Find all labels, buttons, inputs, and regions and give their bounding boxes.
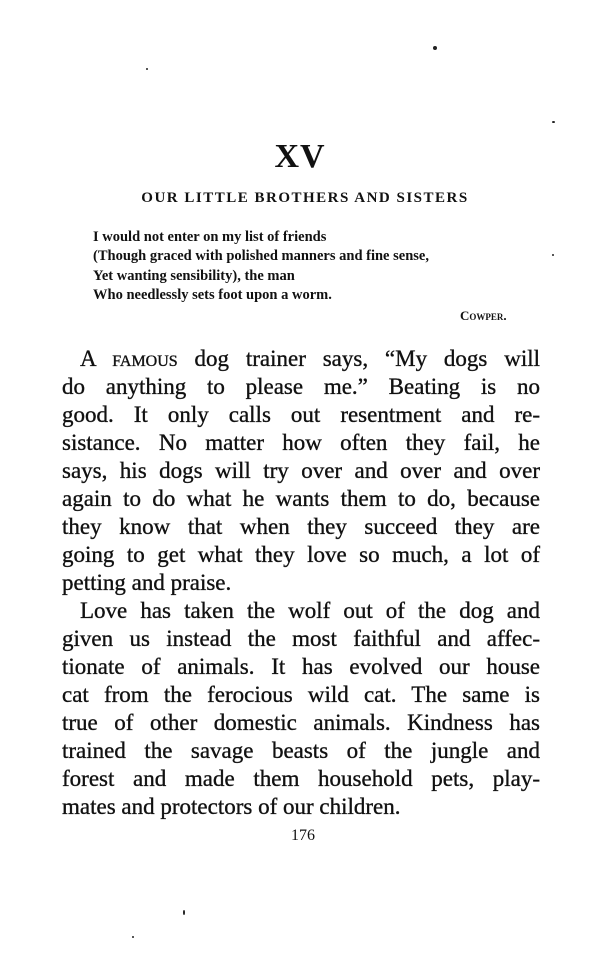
scan-speck <box>552 254 554 256</box>
scan-speck <box>132 936 134 938</box>
body-line: true of other domestic animals. Kindness has <box>62 710 540 735</box>
scan-speck <box>552 121 555 123</box>
epigraph-line: I would not enter on my list of friends <box>93 229 327 245</box>
chapter-title: OUR LITTLE BROTHERS AND SISTERS <box>141 190 469 206</box>
scan-speck <box>433 46 437 50</box>
scan-speck <box>146 68 148 70</box>
first-line-rest: dog trainer says, “My dogs will <box>194 346 541 371</box>
body-line: going to get what they love so much, a lot of <box>62 542 540 567</box>
body-line: forest and made them household pets, play- <box>62 766 540 791</box>
epigraph-line: Yet wanting sensibility), the man <box>93 268 295 284</box>
scan-speck <box>183 910 185 915</box>
body-line: sistance. No matter how often they fail, he <box>62 430 540 455</box>
epigraph-line: (Though graced with polished manners and fine sense, <box>93 248 429 264</box>
epigraph-line: Who needlessly sets foot upon a worm. <box>93 287 332 303</box>
epigraph-attribution: Cowper. <box>460 308 507 323</box>
body-line: petting and praise. <box>62 570 232 595</box>
body-line: trained the savage beasts of the jungle and <box>62 738 540 763</box>
page-number: 176 <box>291 827 315 844</box>
body-line: good. It only calls out resentment and re- <box>62 402 540 427</box>
body-line <box>80 345 540 373</box>
body-line: again to do what he wants them to do, because <box>62 486 540 511</box>
body-line: do anything to please me.” Beating is no <box>62 374 540 399</box>
chapter-number: XV <box>274 138 326 175</box>
body-line: given us instead the most faithful and affec- <box>62 626 540 651</box>
body-line: they know that when they succeed they are <box>62 514 540 539</box>
first-word: A <box>80 346 96 371</box>
body-line: mates and protectors of our children. <box>62 794 401 819</box>
small-caps-word: famous <box>112 346 178 371</box>
body-line: cat from the ferocious wild cat. The same is <box>62 682 540 707</box>
body-line: tionate of animals. It has evolved our house <box>62 654 540 679</box>
body-line: says, his dogs will try over and over and over <box>62 458 540 483</box>
body-line: Love has taken the wolf out of the dog and <box>80 598 540 623</box>
